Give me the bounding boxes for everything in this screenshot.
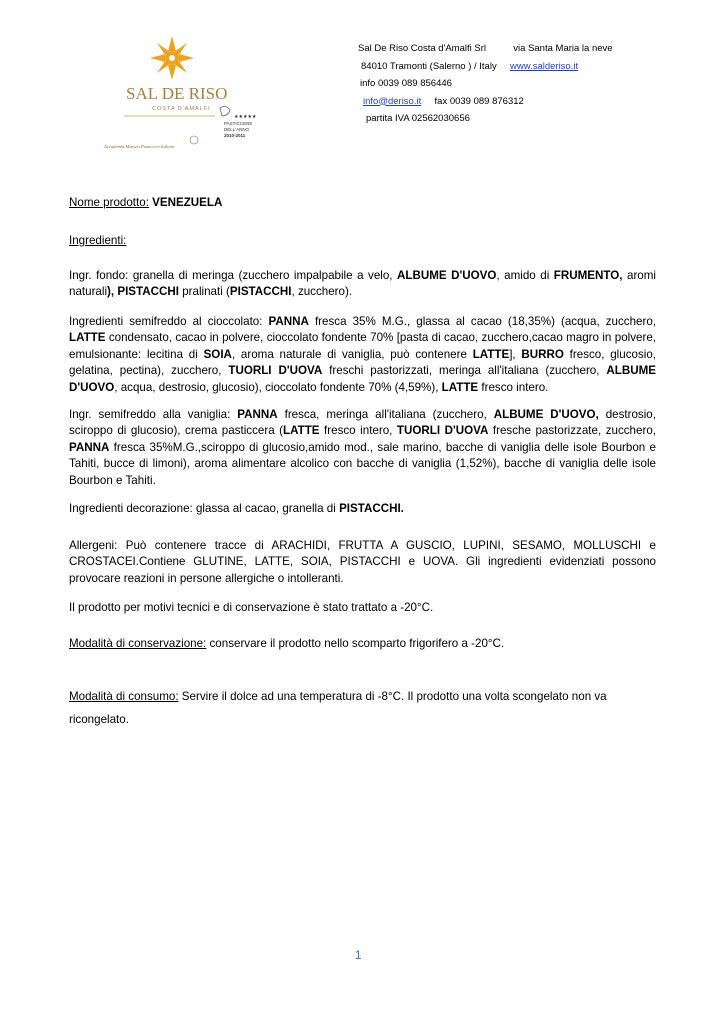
award-stars: ★★★★★ <box>234 114 257 120</box>
choc-bold-6: TUORLI D'UOVA <box>228 364 323 378</box>
consumption-text: Servire il dolce ad una temperatura di -8°C. Il prodotto una volta scongelato non va ricongelato. <box>69 690 607 726</box>
award-years: 2010-2011 <box>224 133 246 138</box>
choc-bold-2: LATTE <box>69 331 106 345</box>
company-fax: fax 0039 089 876312 <box>434 95 524 107</box>
van-bold-5: PANNA <box>69 440 110 454</box>
van-bold-3: LATTE <box>283 424 320 438</box>
base-ingredients <box>69 268 656 301</box>
choc-bold-7: ALBUME D'UOVO <box>69 364 656 394</box>
chef-hat-icon <box>220 106 230 116</box>
choc-text-8: , acqua, destrosio, glucosio), cioccolato fondente 70% (4,59%), <box>114 380 442 394</box>
academy-name: Accademia Maestri Pasticceri Italiani <box>104 144 175 149</box>
deco-bold-1: PISTACCHI. <box>339 502 404 515</box>
award-line1: PASTICCERE <box>224 121 253 126</box>
choc-text-6: fresco, glucosio, gelatina, pectina), zucchero, <box>69 347 656 378</box>
base-bold-2: FRUMENTO, <box>553 269 623 282</box>
company-city-row <box>358 58 613 76</box>
choc-text-5: ], <box>509 347 522 361</box>
website-link[interactable]: www.salderiso.it <box>510 60 579 72</box>
base-bold-3: ), PISTACCHI <box>107 285 179 299</box>
base-text-2: , amido di <box>496 269 554 282</box>
choc-bold-8: LATTE <box>441 380 479 394</box>
choc-bold-5: BURRO <box>521 347 564 361</box>
base-bold-1: ALBUME D'UOVO <box>397 269 497 282</box>
van-bold-4: TUORLI D'UOVA <box>396 424 489 438</box>
vanilla-ingredients <box>69 407 656 489</box>
choc-text-7: freschi pastorizzati, meringa all'italiana (zucchero, <box>322 364 607 378</box>
deco-text-1: Ingredienti decorazione: glassa al cacao, granella di <box>69 502 340 515</box>
choc-bold-1: PANNA <box>268 315 309 328</box>
van-bold-2: ALBUME D'UOVO, <box>493 408 599 421</box>
choc-bold-4: LATTE <box>472 347 510 361</box>
allergens: Allergeni: Può contenere tracce di ARACHIDI, FRUTTA A GUSCIO, LUPINI, SESAMO, MOLLUSCHI e CROSTACEI.Contiene GLUTINE, LATTE, SOIA, PISTACCHI e UOVA. Gli ingredienti evidenziati possono provocare reazioni in persone allergiche o intolleranti. <box>69 539 656 585</box>
product-name: VENEZUELA <box>152 196 223 209</box>
storage-label: Modalità di conservazione: <box>69 637 207 650</box>
van-text-5: fresche pastorizzate, zucchero, <box>488 424 656 438</box>
academy-emblem-icon <box>190 136 198 144</box>
company-name-row <box>358 40 613 58</box>
company-city: 84010 Tramonti (Salerno ) / Italy <box>361 60 497 72</box>
choc-text-9: fresco intero. <box>478 380 549 394</box>
company-phone: info 0039 089 856446 <box>360 78 452 89</box>
van-text-4: fresco intero, <box>319 424 397 438</box>
base-text-1: Ingr. fondo: granella di meringa (zucchero impalpabile a velo, <box>69 269 398 282</box>
company-logo <box>100 36 290 156</box>
brand-tagline: COSTA D'AMALFI <box>152 106 211 112</box>
decoration-ingredients <box>69 501 656 517</box>
product-label: Nome prodotto: <box>69 196 149 209</box>
consumption-line <box>69 685 656 731</box>
consumption-label: Modalità di consumo: <box>69 690 179 703</box>
sun-logo-icon <box>100 36 290 156</box>
choc-text-3: condensato, cacao in polvere, cioccolato fondente 70% [pasta di cacao, zucchero,cacao magro in polvere, emulsionante: lecitina di <box>69 331 656 361</box>
choc-bold-3: SOIA <box>203 347 232 361</box>
product-name-line <box>69 195 656 211</box>
van-text-6: fresca 35%M.G.,sciroppo di glucosio,amido mod., sale marino, bacche di vaniglia delle isole Bourbon e Tahiti, bucce di limoni), aroma alimentare alcolico con bacche di vaniglia (1,52%), bacche di vaniglia delle isole Bourbon e Tahiti. <box>69 440 656 487</box>
choc-text-1: Ingredienti semifreddo al cioccolato: <box>69 315 269 328</box>
chocolate-ingredients <box>69 314 656 396</box>
award-line2: DELL'ANNO <box>224 127 250 132</box>
base-text-4: pralinati ( <box>178 285 230 299</box>
van-bold-1: PANNA <box>237 408 278 421</box>
storage-line <box>69 636 656 652</box>
treatment-note: Il prodotto per motivi tecnici e di conservazione è stato trattato a -20°C. <box>69 601 434 614</box>
ingredients-heading: Ingredienti: <box>69 234 127 247</box>
choc-text-4: , aroma naturale di vaniglia, può contenere <box>231 347 473 361</box>
storage-text: conservare il prodotto nello scomparto frigorifero a -20°C. <box>206 637 505 650</box>
page-number: 1 <box>355 950 362 962</box>
company-street: via Santa Maria la neve <box>513 43 613 54</box>
company-name: Sal De Riso Costa d'Amalfi Srl <box>358 43 486 54</box>
company-info <box>358 40 613 128</box>
van-text-2: fresca, meringa all'italiana (zucchero, <box>277 408 494 421</box>
choc-text-2: fresca 35% M.G., glassa al cacao (18,35%) (acqua, zucchero, <box>308 315 656 328</box>
email-link[interactable]: info@deriso.it <box>363 95 422 107</box>
company-vat: partita IVA 02562030656 <box>366 113 470 124</box>
base-text-5: , zucchero). <box>291 285 353 299</box>
base-text-3: aromi naturali <box>69 269 656 299</box>
brand-name: SAL DE RISO <box>126 84 228 103</box>
van-text-1: Ingr. semifreddo alla vaniglia: <box>69 408 238 421</box>
van-text-3: destrosio, sciroppo di glucosio), crema pasticcera ( <box>69 408 656 438</box>
base-bold-4: PISTACCHI <box>229 285 292 299</box>
company-email-row <box>358 93 613 111</box>
